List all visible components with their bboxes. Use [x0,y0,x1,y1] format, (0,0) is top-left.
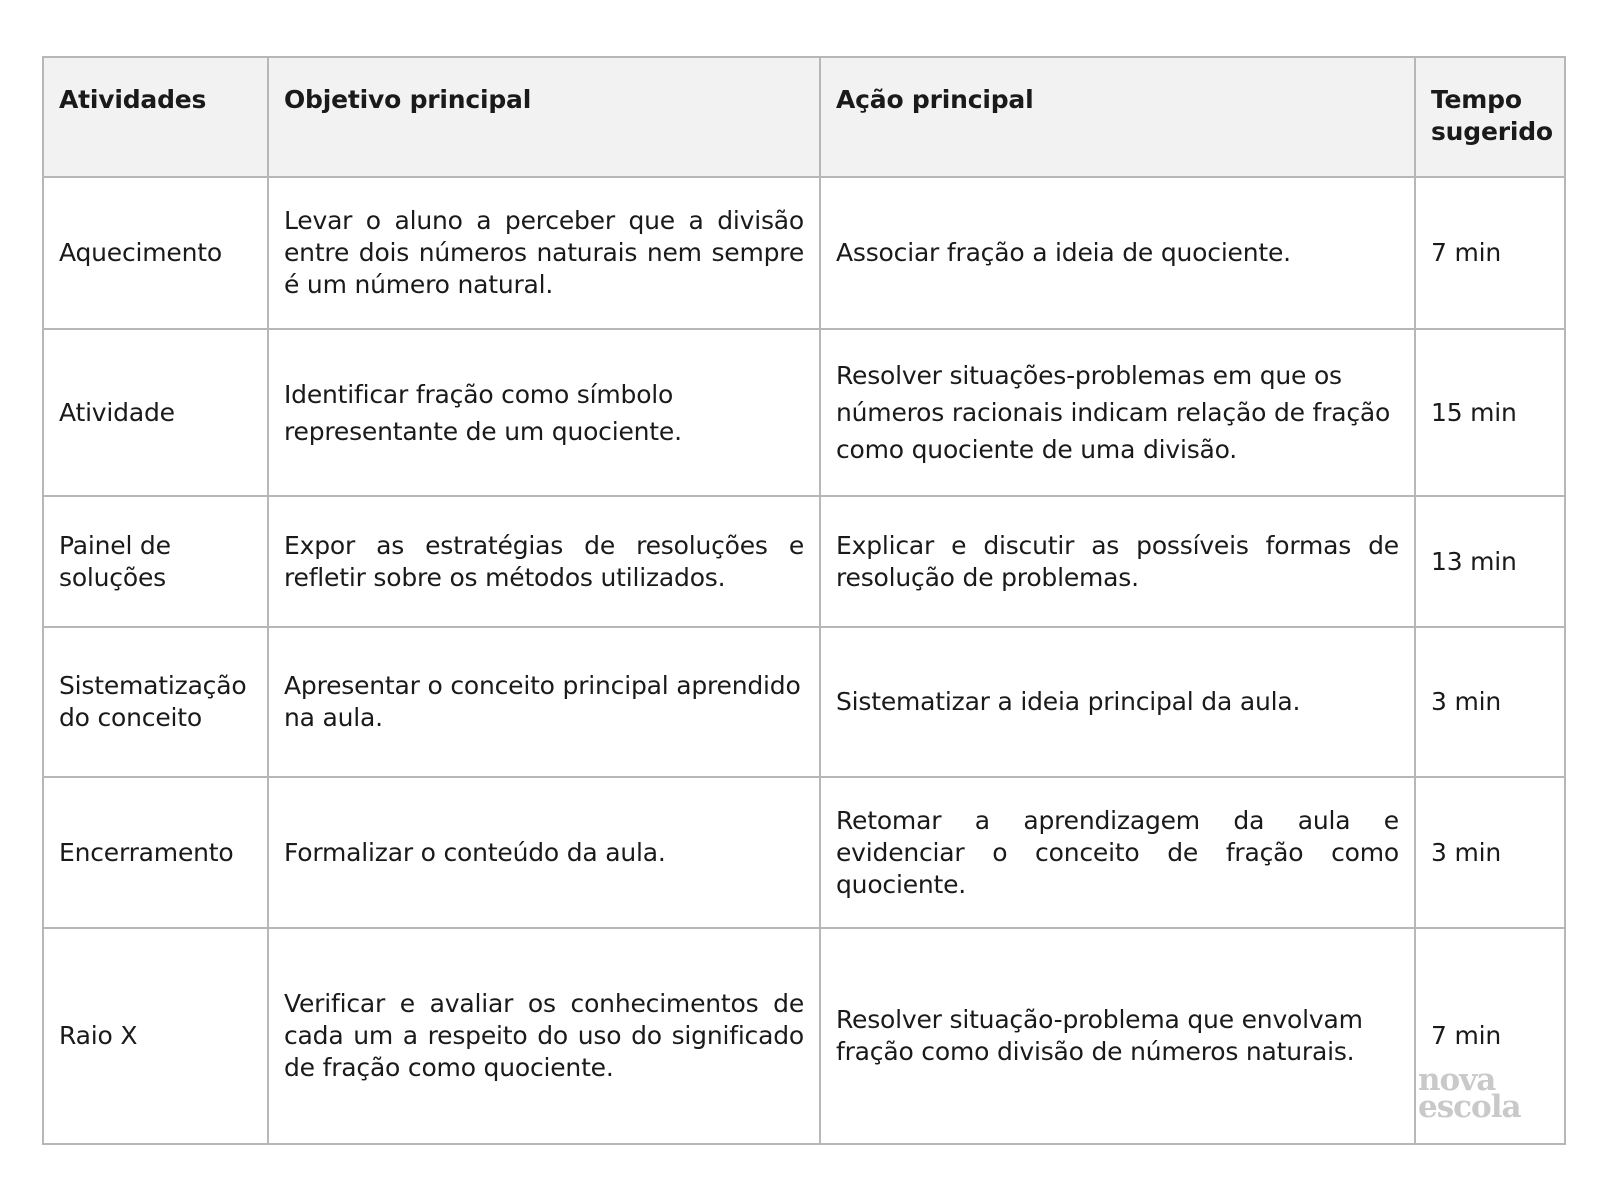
cell-tempo: 7 min [1415,177,1565,329]
cell-atividade: Sistematização do conceito [43,627,268,777]
header-objetivo: Objetivo principal [268,57,820,177]
cell-objetivo: Expor as estratégias de resoluções e refletir sobre os métodos utilizados. [268,496,820,627]
cell-tempo: 13 min [1415,496,1565,627]
table-row [43,329,1565,496]
cell-tempo: 15 min [1415,329,1565,496]
cell-acao: Resolver situação-problema que envolvam fração como divisão de números naturais. [820,928,1415,1144]
cell-objetivo: Apresentar o conceito principal aprendido na aula. [268,627,820,777]
logo-line-escola: escola [1418,1089,1521,1125]
header-row [43,57,1565,177]
table-row [43,928,1565,1144]
table-row [43,627,1565,777]
cell-atividade: Encerramento [43,777,268,928]
header-tempo: Tempo sugerido [1415,57,1565,177]
cell-atividade: Atividade [43,329,268,496]
table-row [43,177,1565,329]
cell-acao: Associar fração a ideia de quociente. [820,177,1415,329]
cell-tempo: 7 min [1415,928,1565,1144]
cell-atividade: Painel de soluções [43,496,268,627]
cell-acao: Explicar e discutir as possíveis formas de resolução de problemas. [820,496,1415,627]
cell-atividade: Aquecimento [43,177,268,329]
cell-acao: Sistematizar a ideia principal da aula. [820,627,1415,777]
cell-tempo: 3 min [1415,627,1565,777]
cell-tempo: 3 min [1415,777,1565,928]
cell-objetivo: Verificar e avaliar os conhecimentos de cada um a respeito do uso do significado de fração como quociente. [268,928,820,1144]
cell-objetivo: Levar o aluno a perceber que a divisão entre dois números naturais nem sempre é um número natural. [268,177,820,329]
table-row [43,496,1565,627]
cell-objetivo: Formalizar o conteúdo da aula. [268,777,820,928]
nova-escola-logo [1418,1062,1521,1125]
cell-objetivo: Identificar fração como símbolo representante de um quociente. [268,329,820,496]
logo-line-nova: nova [1418,1062,1496,1098]
cell-atividade: Raio X [43,928,268,1144]
cell-acao: Resolver situações-problemas em que os números racionais indicam relação de fração como quociente de uma divisão. [820,329,1415,496]
cell-acao: Retomar a aprendizagem da aula e evidenciar o conceito de fração como quociente. [820,777,1415,928]
lesson-plan-table [42,56,1566,1145]
table-row [43,777,1565,928]
header-atividades: Atividades [43,57,268,177]
header-acao: Ação principal [820,57,1415,177]
